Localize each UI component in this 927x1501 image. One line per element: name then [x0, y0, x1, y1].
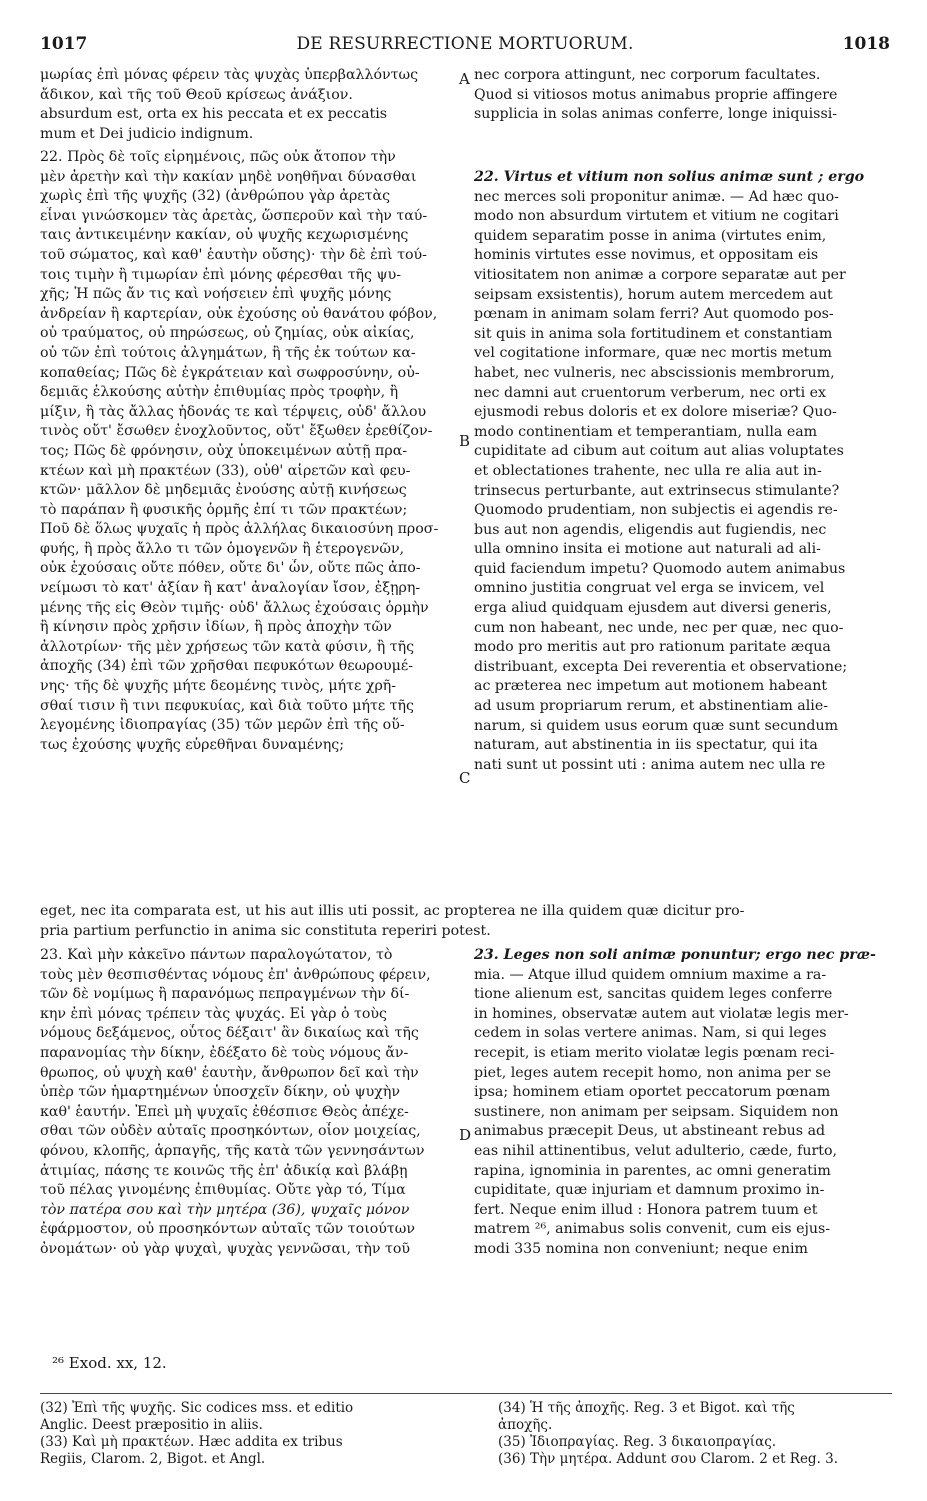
- note-line: (32) Ἐπὶ τῆς ψυχῆς. Sic codices mss. et editio: [40, 1400, 354, 1416]
- latin-line: modo non absurdum virtutem et vitium ne cogitari: [474, 208, 839, 225]
- note-line: (33) Καὶ μὴ πρακτέων. Hæc addita ex tribus: [40, 1434, 343, 1450]
- scripture-note-text: ²⁶ Exod. xx, 12.: [52, 1355, 167, 1372]
- greek-line: ὀνομάτων· οὐ γὰρ ψυχαὶ, ψυχὰς γεννῶσαι, τὴν τοῦ: [40, 1240, 411, 1257]
- latin-line: nec merces soli proponitur animæ. — Ad hæc quo-: [474, 188, 839, 205]
- latin-line: ulla omnino insita ei motione aut naturali ad ali-: [474, 541, 821, 558]
- margin-letter-c: C: [459, 769, 471, 787]
- greek-line: τὸ παράπαν ἢ φυσικῆς ὁρμῆς ἐπί τι τῶν πρακτέων;: [40, 501, 408, 518]
- latin-line: sit quis in anima sola fortitudinem et constantiam: [474, 325, 833, 342]
- greek-line: φόνου, κλοπῆς, ἁρπαγῆς, τῆς κατὰ τῶν γεννησάντων: [40, 1142, 425, 1159]
- latin-line: nec corpora attingunt, nec corporum facultates.: [474, 67, 821, 83]
- carry-line: absurdum est, orta ex his peccata et ex peccatis: [40, 106, 388, 122]
- greek-line: τοις τιμὴν ἢ τιμωρίαν ἐπὶ μόνης φέρεσθαι τῆς ψυ-: [40, 266, 402, 283]
- latin-line: cum non habeant, nec unde, nec per quæ, nec quo-: [474, 619, 844, 636]
- note-line: (34) Ἡ τῆς ἀποχῆς. Reg. 3 et Bigot. καὶ τῆς: [498, 1400, 795, 1416]
- margin-letter-b: B: [459, 432, 471, 450]
- latin-line: ejusmodi rebus doloris et ex dolore miseriæ? Quo-: [474, 404, 837, 421]
- latin-line: narum, si quidem usus eorum quæ sunt secundum: [474, 717, 839, 734]
- critical-notes-right: [498, 1400, 892, 1468]
- greek-line: τοῦ σώματος, καὶ καθ' ἑαυτὴν οὔσης)· τὴν δὲ ἐπὶ τού-: [40, 246, 427, 263]
- greek-line: μένης τῆς εἰς Θεὸν τιμῆς· οὐδ' ἄλλως ἐχούσαις ὁρμὴν: [40, 599, 429, 616]
- greek-line: λεγομένης ἰδιοπραγίας (35) τῶν μερῶν ἐπὶ τῆς οὕ-: [40, 717, 405, 734]
- latin-line: in homines, observatæ autem aut violatæ legis mer-: [474, 1005, 849, 1022]
- footnote-divider: [40, 1393, 892, 1394]
- running-header: [40, 34, 890, 58]
- greek-line: ἀτιμίας, πάσης τε κοινῶς τῆς ἐπ' ἀδικίᾳ καὶ βλάβῃ: [40, 1162, 408, 1179]
- greek-line: κοπαθείας; Πῶς δὲ ἐγκράτειαν καὶ σωφροσύνην, οὐ-: [40, 364, 420, 381]
- section-heading: 22. Virtus et vitium non solius animæ sunt ; ergo: [474, 169, 865, 185]
- latin-line: eas nihil attinentibus, velut adulterio, cæde, furto,: [474, 1142, 838, 1159]
- latin-line: naturam, aut abstinentia in iis spectatur, qui ita: [474, 737, 818, 754]
- latin-line: erga aliud quidquam ejusdem aut diversi generis,: [474, 600, 832, 617]
- latin-line: quidem separatim posse in anima (virtutes enim,: [474, 227, 827, 244]
- note-line: (35) Ἰδιοπραγίας. Reg. 3 δικαιοπραγίας.: [498, 1434, 777, 1450]
- latin-line: sustinere, non animam per seipsam. Siquidem non: [474, 1103, 839, 1120]
- greek-line: ὑπὲρ τῶν ἡμαρτημένων ὑποσχεῖν δίκην, οὐ ψυχὴν: [40, 1084, 400, 1101]
- note-line: Anglic. Deest præpositio in aliis.: [40, 1417, 263, 1433]
- greek-line: φυής, ἢ πρὸς ἄλλο τι τῶν ὁμογενῶν ἢ ἑτερογενῶν,: [40, 540, 405, 557]
- latin-line: recepit, is etiam merito violatæ legis pœnam reci-: [474, 1044, 835, 1061]
- note-line: ἀποχῆς.: [498, 1417, 553, 1433]
- latin-section-23: [474, 946, 890, 1260]
- greek-section-22: [40, 148, 458, 755]
- greek-line: ἢ κίνησιν πρὸς χρῆσιν ἰδίων, ἢ πρὸς ἀποχὴν τῶν: [40, 619, 392, 636]
- greek-section-23: [40, 946, 458, 1260]
- latin-line: cupiditate ad cibum aut coitum aut alias voluptates: [474, 443, 844, 460]
- greek-line: μὲν ἀρετὴν καὶ τὴν κακίαν μηδὲ νοηθῆναι δύνασθαι: [40, 168, 417, 185]
- latin-line: seipsam exsistentis), horum autem mercedem aut: [474, 286, 833, 303]
- page-number-right: 1018: [842, 34, 890, 54]
- greek-line: τος; Πῶς δὲ φρόνησιν, οὐχ ὑποκειμένων αὐτῇ πρα-: [40, 442, 408, 459]
- latin-line: piet, leges autem recepit homo, non anima per se: [474, 1064, 831, 1081]
- greek-line: κτέων καὶ μὴ πρακτέων (33), οὐθ' αἱρετῶν καὶ φευ-: [40, 462, 411, 479]
- latin-line: et oblectationes trahente, nec ulla re alia aut in-: [474, 462, 822, 479]
- greek-line: νης· τῆς δὲ ψυχῆς μήτε δεομένης τινὸς, μήτε χρῆ-: [40, 678, 397, 695]
- latin-line: mia. — Atque illud quidem omnium maxime a ra-: [474, 966, 827, 983]
- note-line: Regiis, Clarom. 2, Bigot. et Angl.: [40, 1451, 266, 1467]
- section-heading: 23. Leges non soli animæ ponuntur; ergo nec præ-: [474, 947, 876, 963]
- greek-line: τως ἐχούσης ψυχῆς εὑρεθῆναι δυναμένης;: [40, 736, 344, 753]
- greek-line: ἄδικον, καὶ τῆς τοῦ Θεοῦ κρίσεως ἀνάξιον.: [40, 86, 353, 103]
- greek-line: τοῦ πέλας γινομένης ἐπιθυμίας. Οὔτε γὰρ τό, Τίμα: [40, 1182, 406, 1199]
- greek-line: τινὸς οὔτ' ἔσωθεν ἐνοχλοῦντος, οὔτ' ἔξωθεν ἐρεθίζον-: [40, 423, 433, 440]
- greek-column-top: [40, 66, 458, 105]
- latin-line: tione alienum est, sancitas quidem leges conferre: [474, 986, 833, 1003]
- latin-line: modo pro meritis aut pro rationum paritate æqua: [474, 639, 831, 656]
- greek-line: θρωπος, οὐ ψυχὴ καθ' ἑαυτὴν, ἄνθρωπον δεῖ καὶ τὴν: [40, 1064, 419, 1081]
- latin-line: nec damni aut cruentorum verberum, nec orti ex: [474, 384, 827, 401]
- latin-line: ac præterea nec impetum aut motionem habeant: [474, 678, 828, 695]
- page-number-left: 1017: [40, 34, 88, 54]
- greek-line: νείμωσι τὸ κατ' ἀξίαν ἢ κατ' ἀναλογίαν ἴσον, ἐξῃρη-: [40, 580, 421, 597]
- latin-line: hominis virtutes esse novimus, et oppositam eis: [474, 247, 819, 264]
- greek-line: 23. Καὶ μὴν κἀκεῖνο πάντων παραλογώτατον, τὸ: [40, 947, 393, 963]
- greek-line: καθ' ἑαυτήν. Ἐπεὶ μὴ ψυχαῖς ἐθέσπισε Θεὸς ἀπέχε-: [40, 1103, 409, 1120]
- latin-line: pœnam in animam solam ferri? Aut quomodo pos-: [474, 306, 834, 323]
- full-width-carry: [40, 902, 892, 941]
- greek-line: ἀνδρείαν ἢ καρτερίαν, οὐκ ἐχούσης οὐ θανάτου φόβον,: [40, 305, 438, 322]
- greek-line: κτῶν· μᾶλλον δὲ μηδεμιᾶς ἐνούσης αὐτῇ κινήσεως: [40, 482, 407, 499]
- greek-line: μωρίας ἐπὶ μόνας φέρειν τὰς ψυχὰς ὑπερβαλλόντως: [40, 67, 419, 83]
- critical-notes-left: [40, 1400, 460, 1468]
- latin-line: modo continentiam et temperantiam, nulla eam: [474, 423, 818, 440]
- greek-line: τὸν πατέρα σου καὶ τὴν μητέρα (36), ψυχαῖς μόνον: [40, 1201, 410, 1218]
- greek-line: ταις ἀντικειμένην κακίαν, οὐ ψυχῆς κεχωρισμένης: [40, 227, 409, 244]
- latin-line: distribuant, excepta Dei reverentia et observatione;: [474, 658, 848, 675]
- latin-line: habet, nec vulneris, nec abscissionis membrorum,: [474, 364, 835, 381]
- greek-line: οὐ τραύματος, οὐ πηρώσεως, οὐ ζημίας, οὐκ αἰκίας,: [40, 325, 415, 342]
- latin-line: vel cogitatione informare, quæ nec mortis metum: [474, 345, 832, 362]
- latin-column-top: [474, 66, 890, 125]
- greek-line: τοὺς μὲν θεσπισθέντας νόμους ἐπ' ἀνθρώπους φέρειν,: [40, 966, 431, 983]
- latin-line: fert. Neque enim illud : Honora patrem tuum et: [474, 1201, 818, 1218]
- latin-line: Quod si vitiosos motus animabus proprie affingere: [474, 86, 838, 103]
- carry-line: mum et Dei judicio indignum.: [40, 125, 254, 142]
- greek-line: κην ἐπὶ μόνας τρέπειν τὰς ψυχάς. Εἰ γὰρ ὁ τοὺς: [40, 1005, 387, 1022]
- margin-letter-a: A: [459, 70, 470, 88]
- margin-letter-d: D: [459, 1126, 472, 1144]
- greek-line: ἀλλοτρίων· τῆς μὲν χρήσεως τῶν κατὰ φύσιν, ἢ τῆς: [40, 638, 415, 655]
- latin-line: matrem ²⁶, animabus solis convenit, cum eis ejus-: [474, 1221, 831, 1238]
- greek-line: δεμιᾶς ἑλκούσης αὐτὴν ἐπιθυμίας πρὸς τροφὴν, ἢ: [40, 384, 399, 401]
- latin-line: vitiositatem non animæ a corpore separatæ aut per: [474, 266, 846, 283]
- scripture-note: [52, 1355, 167, 1372]
- greek-line: χωρὶς ἐπὶ τῆς ψυχῆς (32) (ἀνθρώπου γὰρ ἀρετὰς: [40, 188, 391, 205]
- carry-line: eget, nec ita comparata est, ut his aut illis uti possit, ac propterea ne illa quidem quæ dicitur pro-: [40, 903, 745, 919]
- latin-line: rapina, ignominia in parentes, ac omni generatim: [474, 1162, 831, 1179]
- latin-line: Quomodo prudentiam, non subjectis ei agendis re-: [474, 502, 838, 519]
- latin-line: cupiditate, quæ injuriam et damnum proximo in-: [474, 1182, 825, 1199]
- greek-line: ἀποχῆς (34) ἐπὶ τῶν χρῆσθαι πεφυκότων θεωρουμέ-: [40, 658, 414, 675]
- greek-carry-lines: [40, 105, 460, 144]
- latin-line: ad usum propriarum rerum, et abstinentiam alie-: [474, 698, 829, 715]
- greek-line: παρανομίας τὴν δίκην, ἐδέξατο δὲ τοὺς νόμους ἄν-: [40, 1044, 409, 1061]
- latin-line: trinsecus perturbante, aut extrinsecus stimulante?: [474, 482, 840, 499]
- running-title: DE RESURRECTIONE MORTUORUM.: [296, 34, 634, 54]
- latin-section-22: [474, 168, 890, 775]
- latin-line: cedem in solas vertere animas. Nam, si qui leges: [474, 1025, 827, 1042]
- latin-line: animabus præcepit Deus, ut abstineant rebus ad: [474, 1123, 826, 1140]
- greek-line: σθαι τῶν οὐδὲν αὐταῖς προσηκόντων, οἷον μοιχείας,: [40, 1123, 421, 1140]
- greek-line: ἐφάρμοστον, οὐ προσηκόντων αὐταῖς τῶν τοιούτων: [40, 1221, 415, 1238]
- latin-line: modi 335 nomina non conveniunt; neque enim: [474, 1240, 808, 1257]
- greek-line: σθαί τισιν ἢ τινι πεφυκυίας, καὶ διὰ τοῦτο μήτε τῆς: [40, 697, 414, 714]
- latin-line: bus aut non agendis, eligendis aut fugiendis, nec: [474, 521, 827, 538]
- greek-line: 22. Πρὸς δὲ τοῖς εἰρημένοις, πῶς οὐκ ἄτοπον τὴν: [40, 149, 396, 165]
- greek-line: οὐκ ἐχούσαις οὔτε πόθεν, οὔτε δι' ὧν, οὔτε πῶς ἀπο-: [40, 560, 421, 577]
- greek-line: εἶναι γινώσκομεν τὰς ἀρετὰς, ὥσπεροῦν καὶ τὴν ταύ-: [40, 207, 428, 224]
- greek-line: τῶν δὲ νομίμως ἢ παρανόμως πεπραγμένων τὴν δί-: [40, 986, 410, 1003]
- greek-line: χῆς; Ἡ πῶς ἄν τις καὶ νοήσειεν ἐπὶ ψυχῆς μόνης: [40, 286, 392, 303]
- greek-line: οὐ τῶν ἐπὶ τούτοις ἀλγημάτων, ἢ τῆς ἐκ τούτων κα-: [40, 344, 416, 361]
- greek-line: νόμους δεξάμενος, οὗτος δέξαιτ' ἂν δικαίως καὶ τῆς: [40, 1025, 419, 1042]
- latin-line: nati sunt ut possint uti : anima autem nec ulla re: [474, 756, 826, 773]
- latin-line: quid faciendum impetu? Quomodo autem animabus: [474, 560, 846, 577]
- latin-line: supplicia in solas animas conferre, longe iniquissi-: [474, 106, 838, 123]
- latin-line: ipsa; hominem etiam oportet peccatorum pœnam: [474, 1084, 831, 1101]
- carry-line: pria partium perfunctio in anima sic constituta reperiri potest.: [40, 922, 491, 939]
- greek-line: Ποῦ δὲ ὅλως ψυχαῖς ἡ πρὸς ἀλλήλας δικαιοσύνη προσ-: [40, 521, 439, 538]
- note-line: (36) Τὴν μητέρα. Addunt σου Clarom. 2 et Reg. 3.: [498, 1451, 839, 1467]
- latin-line: omnino justitia congruat vel erga se invicem, vel: [474, 580, 825, 597]
- greek-line: μίξιν, ἢ τὰς ἄλλας ἡδονάς τε καὶ τέρψεις, οὐδ' ἄλλου: [40, 403, 427, 420]
